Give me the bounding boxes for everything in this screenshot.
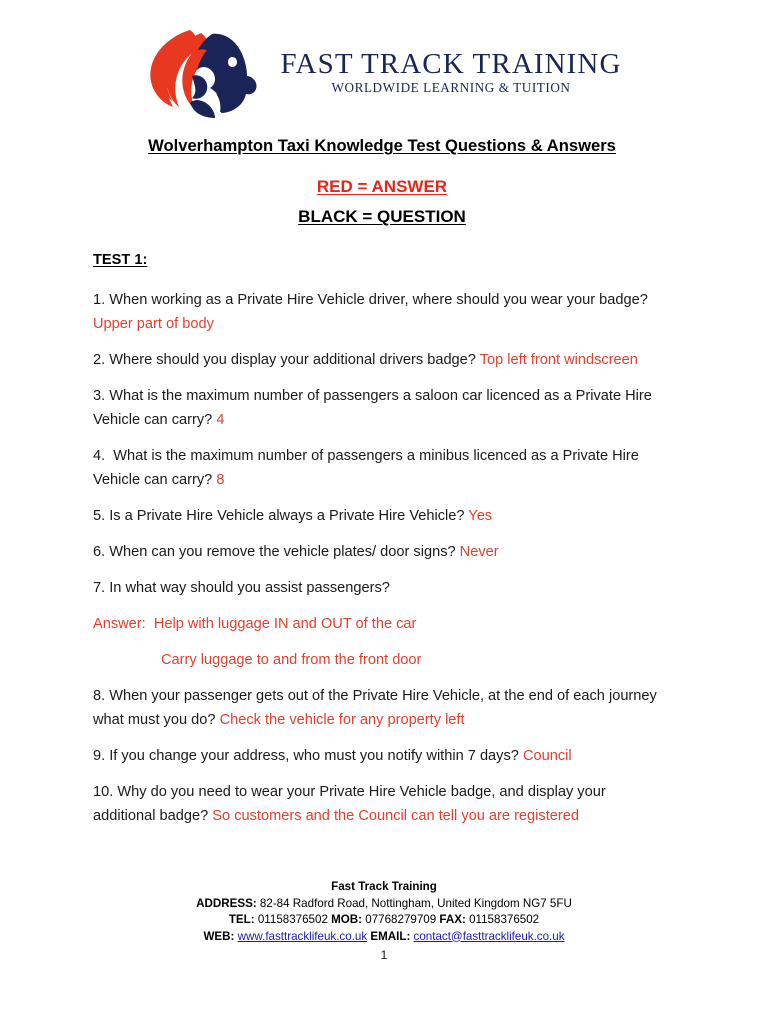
qa-item-7 — [93, 576, 671, 600]
answer-text: 8 — [216, 472, 225, 488]
footer-fax-label: FAX: — [439, 913, 466, 926]
answer-line-primary: Answer: Help with luggage IN and OUT of the car — [93, 616, 417, 632]
question-text: 10. Why do you need to wear your Private Hire Vehicle badge, and display your additional badge? — [93, 784, 610, 824]
footer-website-link[interactable]: www.fasttracklifeuk.co.uk — [237, 929, 368, 943]
qa-item-5 — [93, 504, 671, 528]
question-text: 1. When working as a Private Hire Vehicle driver, where should you wear your badge? — [93, 292, 652, 308]
footer-company-name: Fast Track Training — [331, 880, 437, 893]
qa-item-3 — [93, 384, 671, 432]
footer-email-link[interactable]: contact@fasttracklifeuk.co.uk — [413, 929, 565, 943]
color-legend — [93, 172, 671, 232]
footer-address-label: ADDRESS: — [196, 896, 257, 910]
answer-text: Never — [459, 544, 499, 560]
footer-mob-value: 07768279709 — [362, 913, 440, 926]
answer-text: Check the vehicle for any property left — [219, 712, 465, 728]
question-text: 7. In what way should you assist passengers? — [93, 580, 390, 596]
legend-red-answer: RED = ANSWER — [316, 177, 448, 196]
question-text: 5. Is a Private Hire Vehicle always a Private Hire Vehicle? — [93, 508, 469, 524]
test-section-label: TEST 1: — [93, 252, 148, 268]
logo-subtitle: WORLDWIDE LEARNING & TUITION — [331, 80, 571, 96]
legend-black-question: BLACK = QUESTION — [298, 207, 466, 226]
question-text: 6. When can you remove the vehicle plates/ door signs? — [93, 544, 460, 560]
qa-item-7-answer-block — [93, 612, 671, 672]
footer-web-email-line — [0, 929, 768, 946]
footer-tel-label: TEL: — [228, 913, 255, 926]
qa-item-1 — [93, 288, 671, 336]
page-footer — [0, 879, 768, 945]
qa-item-9 — [93, 744, 671, 768]
answer-line-secondary: Carry luggage to and from the front door — [161, 652, 422, 668]
question-text: 9. If you change your address, who must you notify within 7 days? — [93, 748, 523, 764]
footer-tel-value: 01158376502 — [254, 913, 332, 926]
qa-item-10 — [93, 780, 671, 828]
question-text: 3. What is the maximum number of passengers a saloon car licenced as a Private Hire Vehicle can carry? — [93, 388, 656, 428]
footer-mob-label: MOB: — [331, 913, 363, 926]
page-title: Wolverhampton Taxi Knowledge Test Questions & Answers — [148, 136, 616, 155]
footer-address-value: 82-84 Radford Road, Nottingham, United Kingdom NG7 5FU — [256, 896, 572, 910]
question-text: 8. When your passenger gets out of the Private Hire Vehicle, at the end of each journey what must you do? — [93, 688, 661, 728]
qa-item-6 — [93, 540, 671, 564]
answer-text: Upper part of body — [93, 316, 214, 332]
qa-item-4 — [93, 444, 671, 492]
footer-fax-value: 01158376502 — [465, 913, 540, 926]
answer-text: So customers and the Council can tell you are registered — [212, 808, 579, 824]
answer-text: Top left front windscreen — [479, 352, 638, 368]
logo-title: FAST TRACK TRAINING — [280, 48, 622, 81]
footer-phone-line — [0, 912, 768, 929]
question-text: 2. Where should you display your additional drivers badge? — [93, 352, 480, 368]
logo-wordmark — [280, 50, 621, 95]
footer-web-label: WEB: — [203, 929, 235, 943]
answer-text: Council — [522, 748, 572, 764]
page-number: 1 — [380, 948, 388, 962]
qa-item-2 — [93, 348, 671, 372]
footer-email-label: EMAIL: — [370, 929, 411, 943]
document-body — [93, 134, 671, 828]
question-text: 4. What is the maximum number of passengers a minibus licenced as a Private Hire Vehicle can carry? — [93, 448, 643, 488]
masthead — [0, 22, 768, 122]
footer-address-line — [0, 896, 768, 913]
qa-item-8 — [93, 684, 671, 732]
lion-head-logo-icon — [146, 24, 266, 120]
answer-text: 4 — [216, 412, 225, 428]
answer-text: Yes — [468, 508, 493, 524]
